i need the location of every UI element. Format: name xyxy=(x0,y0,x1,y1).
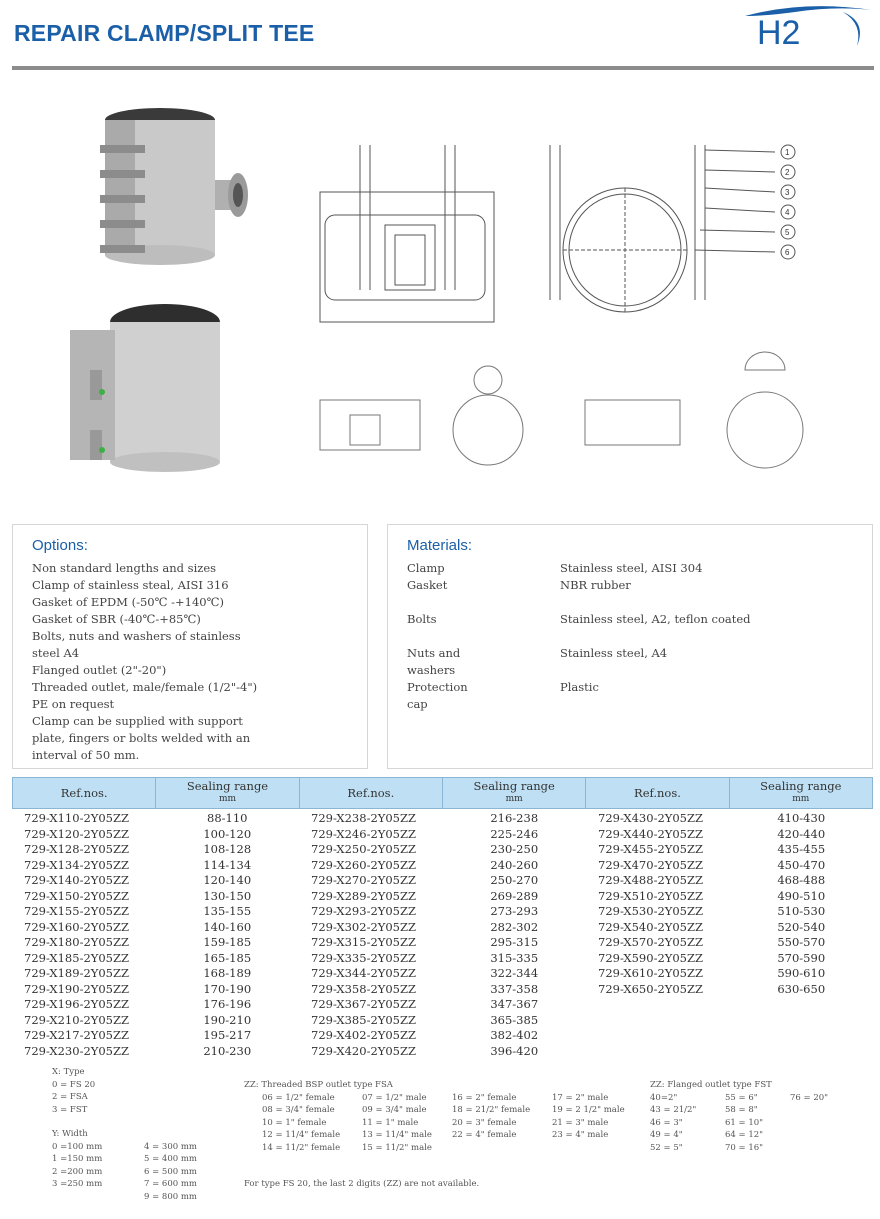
range-column-3 xyxy=(730,811,874,1059)
list-item: 21 = 3" male xyxy=(552,1117,609,1128)
product-photos xyxy=(60,100,260,490)
list-item: 729-X315-2Y05ZZ xyxy=(311,935,416,949)
list-item: 64 = 12" xyxy=(725,1130,764,1140)
range-column-2 xyxy=(443,811,587,1059)
list-item: 176-196 xyxy=(203,997,252,1011)
material-row xyxy=(407,577,872,594)
material-row xyxy=(407,628,872,645)
list-item: 550-570 xyxy=(777,935,826,949)
list-item: 729-X650-2Y05ZZ xyxy=(598,981,703,996)
list-item: 269-289 xyxy=(490,888,539,903)
list-item: 195-217 xyxy=(203,1028,252,1042)
list-item: 2 =200 mm xyxy=(52,1166,103,1177)
width-list-left xyxy=(52,1141,144,1204)
list-item: 120-140 xyxy=(203,873,252,887)
list-item: 10 = 1" female xyxy=(262,1117,327,1128)
list-item: 729-X150-2Y05ZZ xyxy=(24,888,129,903)
type-list xyxy=(52,1079,197,1117)
list-item: 3 = FST xyxy=(52,1104,88,1115)
list-item: 70 = 16" xyxy=(725,1142,764,1153)
material-value xyxy=(560,628,872,645)
flange-list-1 xyxy=(650,1092,725,1155)
list-item: 729-X189-2Y05ZZ xyxy=(24,966,129,980)
h2-logo xyxy=(735,2,875,54)
list-item: 435-455 xyxy=(777,842,826,856)
callout-5: 5 xyxy=(785,228,790,237)
list-item: 170-190 xyxy=(203,981,252,996)
header-ref-1: Ref.nos. xyxy=(60,785,108,800)
list-item: 729-X540-2Y05ZZ xyxy=(598,919,703,934)
list-item: 729-X217-2Y05ZZ xyxy=(24,1028,129,1042)
material-key: Gasket xyxy=(407,578,448,592)
material-value xyxy=(560,662,872,679)
list-item: 630-650 xyxy=(777,981,826,996)
table-body xyxy=(12,811,873,1059)
flange-list-2 xyxy=(725,1092,790,1155)
option-line: interval of 50 mm. xyxy=(32,748,140,762)
flange-title: ZZ: Flanged outlet type FST xyxy=(650,1080,772,1090)
list-item: 250-270 xyxy=(490,873,539,887)
material-key: Clamp xyxy=(407,561,445,575)
list-item: 337-358 xyxy=(490,981,539,996)
list-item: 40=2" xyxy=(650,1092,678,1103)
material-value: Stainless steel, AISI 304 xyxy=(560,561,703,575)
list-item: 22 = 4" female xyxy=(452,1130,517,1140)
list-item: 07 = 1/2" male xyxy=(362,1092,427,1103)
list-item: 43 = 21/2" xyxy=(650,1105,697,1115)
logo-text: H2 xyxy=(757,14,801,52)
list-item: 729-X120-2Y05ZZ xyxy=(24,826,129,841)
materials-list xyxy=(388,560,872,713)
list-item: 20 = 3" female xyxy=(452,1117,517,1128)
material-row xyxy=(407,645,872,662)
list-item: 396-420 xyxy=(490,1043,539,1058)
list-item: 6 = 500 mm xyxy=(144,1166,197,1177)
list-item: 06 = 1/2" female xyxy=(262,1092,335,1103)
list-item: 23 = 4" male xyxy=(552,1130,609,1140)
list-item: 729-X289-2Y05ZZ xyxy=(311,888,416,903)
option-line: Flanged outlet (2"-20") xyxy=(32,663,167,677)
list-item: 315-335 xyxy=(490,950,539,965)
options-list xyxy=(32,560,302,764)
material-row xyxy=(407,594,872,611)
list-item: 19 = 2 1/2" male xyxy=(552,1105,625,1115)
list-item: 4 = 300 mm xyxy=(144,1141,197,1152)
list-item: 1 =150 mm xyxy=(52,1154,103,1164)
table-header xyxy=(12,777,873,809)
material-key: washers xyxy=(407,663,456,677)
option-line: Clamp of stainless steal, AISI 316 xyxy=(32,578,229,592)
option-line: Clamp can be supplied with support xyxy=(32,714,243,728)
list-item: 729-X590-2Y05ZZ xyxy=(598,950,703,965)
option-line: PE on request xyxy=(32,697,115,711)
footnote: For type FS 20, the last 2 digits (ZZ) are not available. xyxy=(244,1179,480,1189)
list-item: 3 =250 mm xyxy=(52,1179,103,1189)
option-line: Gasket of EPDM (-50℃ -+140℃) xyxy=(32,595,224,609)
list-item: 729-X246-2Y05ZZ xyxy=(311,826,416,841)
list-item: 729-X238-2Y05ZZ xyxy=(311,811,416,825)
callout-6: 6 xyxy=(785,248,790,257)
list-item: 09 = 3/4" male xyxy=(362,1105,427,1115)
bsp-list-3 xyxy=(452,1092,552,1155)
list-item: 490-510 xyxy=(777,888,826,903)
list-item: 729-X180-2Y05ZZ xyxy=(24,935,129,949)
option-line: Gasket of SBR (-40℃-+85℃) xyxy=(32,612,201,626)
width-title: Y: Width xyxy=(52,1129,88,1139)
list-item: 729-X210-2Y05ZZ xyxy=(24,1012,129,1027)
list-item: 450-470 xyxy=(777,857,826,872)
list-item: 729-X385-2Y05ZZ xyxy=(311,1012,416,1027)
material-row xyxy=(407,611,872,628)
list-item: 273-293 xyxy=(490,904,539,918)
materials-heading: Materials: xyxy=(407,537,473,554)
list-item: 729-X190-2Y05ZZ xyxy=(24,981,129,996)
list-item: 729-X230-2Y05ZZ xyxy=(24,1043,129,1058)
list-item: 08 = 3/4" female xyxy=(262,1105,335,1115)
bsp-notes xyxy=(244,1079,625,1191)
list-item: 729-X344-2Y05ZZ xyxy=(311,966,416,980)
list-item: 49 = 4" xyxy=(650,1130,683,1140)
list-item: 510-530 xyxy=(777,904,826,918)
list-item: 5 = 400 mm xyxy=(144,1154,197,1164)
list-item: 729-X155-2Y05ZZ xyxy=(24,904,129,918)
list-item: 729-X270-2Y05ZZ xyxy=(311,873,416,887)
option-line: Non standard lengths and sizes xyxy=(32,561,217,575)
list-item: 365-385 xyxy=(490,1012,539,1027)
flange-list-3 xyxy=(790,1092,828,1155)
list-item: 240-260 xyxy=(490,857,539,872)
list-item: 17 = 2" male xyxy=(552,1092,609,1103)
list-item: 729-X335-2Y05ZZ xyxy=(311,950,416,965)
list-item: 76 = 20" xyxy=(790,1092,829,1103)
list-item: 2 = FSA xyxy=(52,1092,88,1102)
material-value: Plastic xyxy=(560,680,599,694)
material-key xyxy=(407,594,560,611)
list-item: 61 = 10" xyxy=(725,1117,764,1128)
option-line: steel A4 xyxy=(32,646,80,660)
list-item: 729-X250-2Y05ZZ xyxy=(311,842,416,856)
list-item: 729-X358-2Y05ZZ xyxy=(311,981,416,996)
material-key: cap xyxy=(407,697,428,711)
list-item: 46 = 3" xyxy=(650,1117,683,1128)
list-item: 9 = 800 mm xyxy=(144,1191,197,1202)
side-view-drawing xyxy=(550,145,705,312)
list-item: 0 =100 mm xyxy=(52,1141,103,1152)
list-item: 729-X302-2Y05ZZ xyxy=(311,919,416,934)
list-item: 100-120 xyxy=(203,826,252,841)
list-item: 13 = 11/4" male xyxy=(362,1130,432,1140)
list-item: 322-344 xyxy=(490,966,539,980)
list-item: 130-150 xyxy=(203,888,252,903)
material-key: Protection xyxy=(407,680,468,694)
list-item: 410-430 xyxy=(777,811,826,825)
options-panel xyxy=(12,524,368,769)
material-key xyxy=(407,628,560,645)
header-rule xyxy=(12,66,874,70)
material-value xyxy=(560,696,872,713)
flange-notes xyxy=(650,1079,828,1154)
list-item: 168-189 xyxy=(203,966,252,980)
list-item: 12 = 11/4" female xyxy=(262,1130,341,1140)
bsp-list-2 xyxy=(362,1092,452,1155)
materials-panel xyxy=(387,524,873,769)
list-item: 729-X134-2Y05ZZ xyxy=(24,857,129,872)
split-tee-photo xyxy=(100,108,248,265)
list-item: 58 = 8" xyxy=(725,1105,758,1115)
list-item: 729-X402-2Y05ZZ xyxy=(311,1028,416,1042)
bsp-list-4 xyxy=(552,1092,625,1155)
callout-markers xyxy=(695,145,795,259)
technical-drawings xyxy=(310,130,810,490)
material-row xyxy=(407,662,872,679)
list-item: 729-X420-2Y05ZZ xyxy=(311,1043,416,1058)
list-item: 420-440 xyxy=(777,826,826,841)
list-item: 729-X430-2Y05ZZ xyxy=(598,811,703,825)
header-range-2: Sealing range mm xyxy=(442,778,585,808)
list-item: 729-X367-2Y05ZZ xyxy=(311,997,416,1011)
small-drawings xyxy=(320,352,803,468)
list-item: 88-110 xyxy=(207,811,248,825)
page-title: REPAIR CLAMP/SPLIT TEE xyxy=(14,20,315,46)
list-item: 729-X185-2Y05ZZ xyxy=(24,950,129,965)
list-item: 18 = 21/2" female xyxy=(452,1105,531,1115)
callout-2: 2 xyxy=(785,168,790,177)
option-line: Bolts, nuts and washers of stainless xyxy=(32,629,241,643)
list-item: 159-185 xyxy=(203,935,252,949)
list-item: 230-250 xyxy=(490,842,539,856)
list-item: 140-160 xyxy=(203,919,252,934)
list-item: 729-X196-2Y05ZZ xyxy=(24,997,129,1011)
options-heading: Options: xyxy=(32,537,88,554)
header-range-1: Sealing range mm xyxy=(155,778,298,808)
list-item: 590-610 xyxy=(777,966,826,980)
material-row xyxy=(407,560,872,577)
callout-1: 1 xyxy=(785,148,790,157)
list-item: 52 = 5" xyxy=(650,1142,683,1153)
ref-column-2 xyxy=(299,811,443,1059)
list-item: 729-X160-2Y05ZZ xyxy=(24,919,129,934)
list-item: 729-X440-2Y05ZZ xyxy=(598,826,703,841)
repair-clamp-photo xyxy=(70,304,220,472)
list-item: 114-134 xyxy=(203,857,252,872)
list-item: 0 = FS 20 xyxy=(52,1079,96,1090)
list-item: 729-X530-2Y05ZZ xyxy=(598,904,703,918)
list-item: 729-X510-2Y05ZZ xyxy=(598,888,703,903)
list-item: 216-238 xyxy=(490,811,539,825)
option-line: plate, fingers or bolts welded with an xyxy=(32,731,251,745)
list-item: 729-X470-2Y05ZZ xyxy=(598,857,703,872)
header-range-3: Sealing range mm xyxy=(729,778,872,808)
list-item: 347-367 xyxy=(490,997,539,1011)
material-value: Stainless steel, A4 xyxy=(560,646,668,660)
list-item: 729-X610-2Y05ZZ xyxy=(598,966,703,980)
material-key: Nuts and xyxy=(407,646,461,660)
list-item: 729-X455-2Y05ZZ xyxy=(598,842,703,856)
list-item: 729-X570-2Y05ZZ xyxy=(598,935,703,949)
bsp-title: ZZ: Threaded BSP outlet type FSA xyxy=(244,1080,393,1090)
list-item: 190-210 xyxy=(203,1012,252,1027)
front-view-drawing xyxy=(320,145,494,322)
list-item: 108-128 xyxy=(203,842,252,856)
list-item: 11 = 1" male xyxy=(362,1117,419,1128)
list-item: 135-155 xyxy=(203,904,252,918)
callout-3: 3 xyxy=(785,188,790,197)
list-item: 570-590 xyxy=(777,950,826,965)
list-item: 729-X293-2Y05ZZ xyxy=(311,904,416,918)
header-ref-2: Ref.nos. xyxy=(299,778,442,808)
option-line: Threaded outlet, male/female (1/2"-4") xyxy=(32,680,258,694)
list-item: 295-315 xyxy=(490,935,539,949)
list-item: 520-540 xyxy=(777,919,826,934)
list-item: 165-185 xyxy=(203,950,252,965)
header-ref-3: Ref.nos. xyxy=(585,778,728,808)
list-item: 7 = 600 mm xyxy=(144,1179,197,1189)
type-notes xyxy=(52,1066,197,1203)
material-value xyxy=(560,594,872,611)
list-item: 729-X110-2Y05ZZ xyxy=(24,811,129,825)
range-column-1 xyxy=(156,811,300,1059)
material-value: Stainless steel, A2, teflon coated xyxy=(560,612,751,626)
material-row xyxy=(407,696,872,713)
list-item: 16 = 2" female xyxy=(452,1092,517,1103)
list-item: 282-302 xyxy=(490,919,539,934)
list-item: 55 = 6" xyxy=(725,1092,758,1103)
material-key: Bolts xyxy=(407,612,437,626)
list-item: 225-246 xyxy=(490,826,539,841)
type-title: X: Type xyxy=(52,1067,85,1077)
list-item: 729-X128-2Y05ZZ xyxy=(24,842,129,856)
ref-column-1 xyxy=(12,811,156,1059)
ref-column-3 xyxy=(586,811,730,1059)
list-item: 14 = 11/2" female xyxy=(262,1142,341,1153)
list-item: 210-230 xyxy=(203,1043,252,1058)
bsp-list-1 xyxy=(262,1092,362,1155)
width-list-right xyxy=(144,1141,197,1204)
list-item: 382-402 xyxy=(490,1028,539,1042)
callout-4: 4 xyxy=(785,208,790,217)
material-value: NBR rubber xyxy=(560,578,631,592)
list-item: 468-488 xyxy=(777,873,826,887)
list-item: 729-X488-2Y05ZZ xyxy=(598,873,703,887)
list-item: 15 = 11/2" male xyxy=(362,1142,432,1153)
list-item: 729-X260-2Y05ZZ xyxy=(311,857,416,872)
material-row xyxy=(407,679,872,696)
list-item: 729-X140-2Y05ZZ xyxy=(24,873,129,887)
